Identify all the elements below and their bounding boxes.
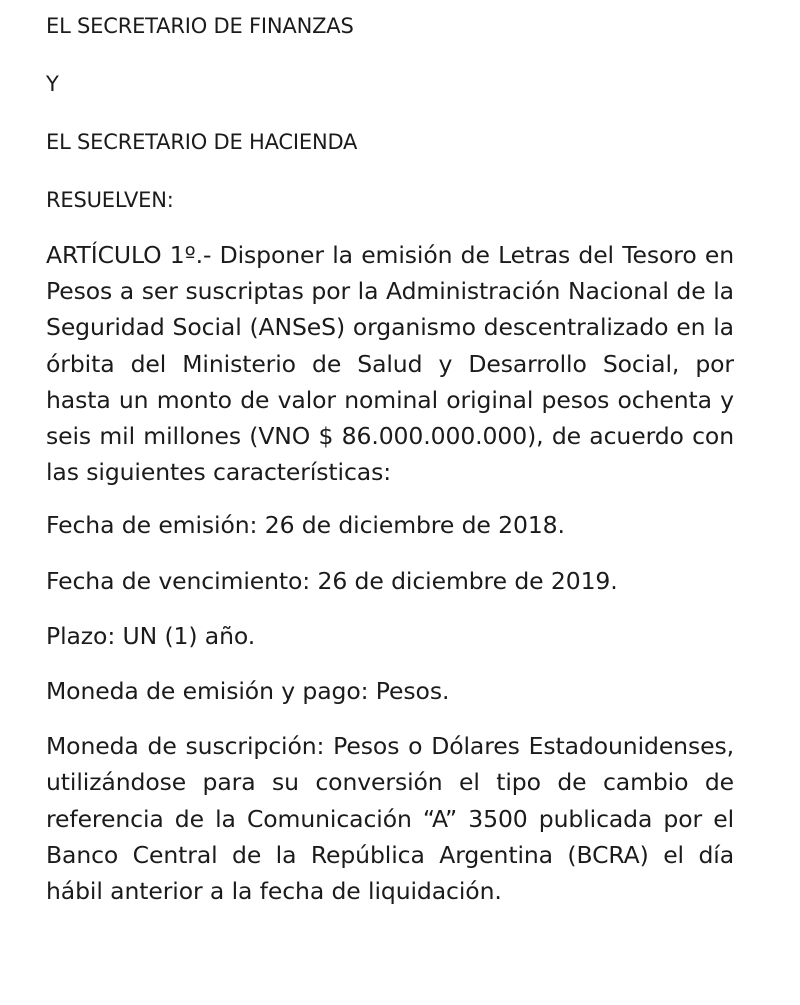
article-1-paragraph: ARTÍCULO 1º.- Disponer la emisión de Letras del Tesoro en Pesos a ser suscriptas por la Administración Nacional de la Seguridad Social (ANSeS) organismo descentralizado en la órbita del Ministerio de Salud y Desarrollo Social, por hasta un monto de valor nominal original pesos ochenta y seis mil millones (VNO $ 86.000.000.000), de acuerdo con las siguientes características:	[46, 241, 734, 487]
fecha-vencimiento: Fecha de vencimiento: 26 de diciembre de 2019.	[46, 566, 618, 595]
header-conjunction: Y	[46, 72, 59, 96]
moneda-emision-pago: Moneda de emisión y pago: Pesos.	[46, 677, 450, 706]
resolution-verb: RESUELVEN:	[46, 188, 174, 212]
plazo: Plazo: UN (1) año.	[46, 621, 256, 650]
header-finanzas: EL SECRETARIO DE FINANZAS	[46, 14, 354, 38]
moneda-suscripcion: Moneda de suscripción: Pesos o Dólares Estadounidenses, utilizándose para su conversión el tipo de cambio de referencia de la Comunicación “A” 3500 publicada por el Banco Central de la República Argentina (BCRA) el día hábil anterior a la fecha de liquidación.	[46, 732, 734, 906]
header-hacienda: EL SECRETARIO DE HACIENDA	[46, 130, 358, 154]
fecha-emision: Fecha de emisión: 26 de diciembre de 2018.	[46, 511, 565, 540]
document-body	[46, 0, 734, 909]
